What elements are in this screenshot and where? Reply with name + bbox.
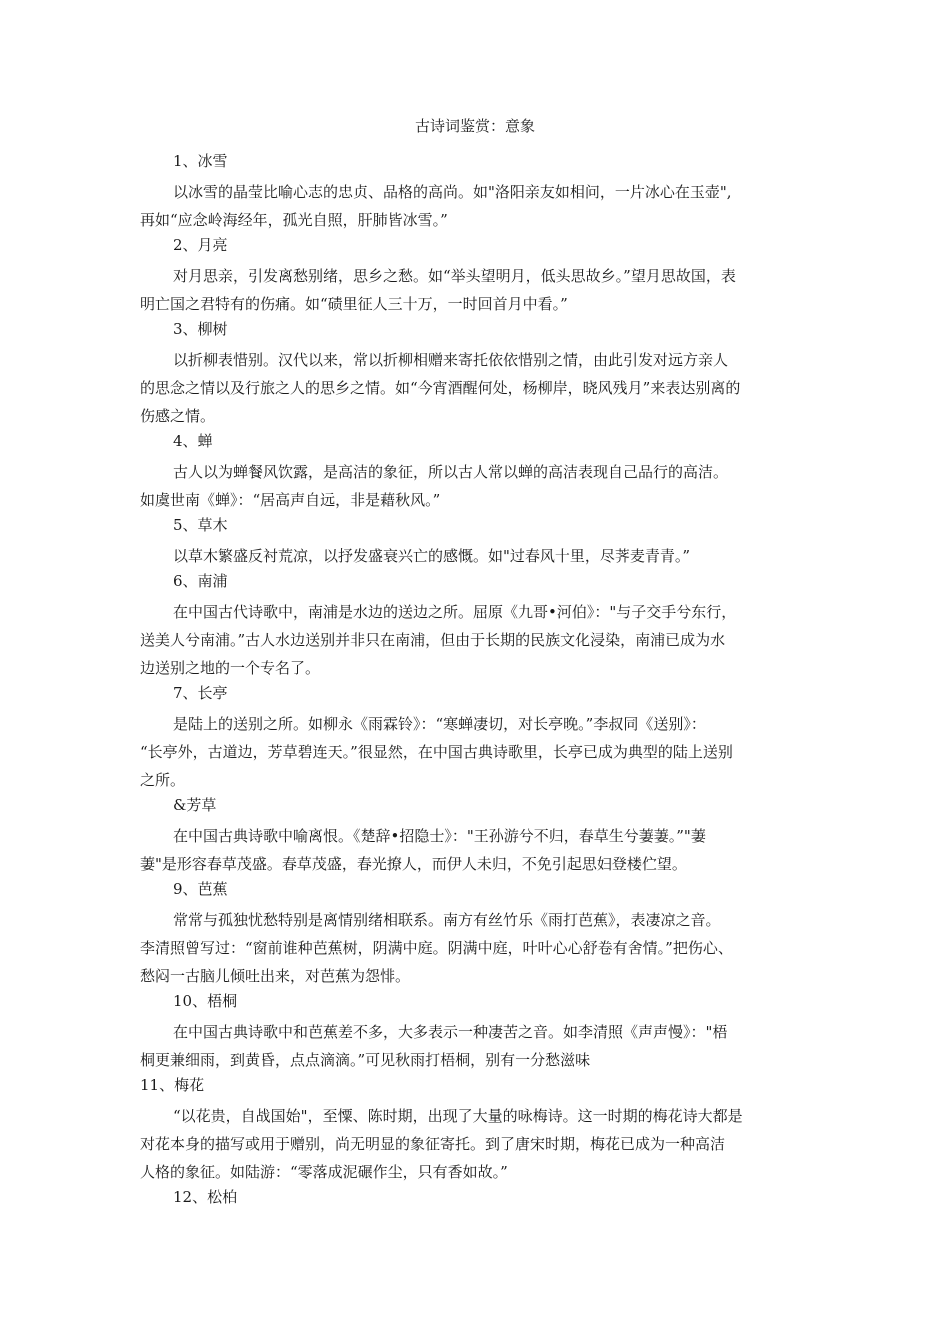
section-6	[140, 570, 816, 682]
paragraph-line: 萋"是形容春草茂盛。春草茂盛，春光撩人，而伊人未归，不免引起思妇登楼伫望。	[140, 855, 687, 873]
section-paragraph	[140, 346, 816, 430]
paragraph-line: 人格的象征。如陆游：“零落成泥碾作尘，只有香如故。”	[140, 1163, 508, 1181]
paragraph-line: 明亡国之君特有的伤痛。如“碛里征人三十万，一时回首月中看。”	[140, 295, 568, 313]
section-11	[140, 1074, 816, 1186]
paragraph-line: 常常与孤独忧愁特别是离情别绪相联系。南方有丝竹乐《雨打芭蕉》，表凄凉之音。	[173, 911, 721, 929]
section-12	[140, 1186, 816, 1214]
paragraph-line: 之所。	[140, 771, 186, 789]
paragraph-line: “长亭外，古道边，芳草碧连天。”很显然，在中国古典诗歌里，长亭已成为典型的陆上送别	[140, 743, 733, 761]
paragraph-line: 在中国古典诗歌中和芭蕉差不多，大多表示一种凄苦之音。如李清照《声声慢》："梧	[173, 1023, 728, 1041]
section-paragraph	[140, 262, 816, 318]
paragraph-line: 的思念之情以及行旅之人的思乡之情。如“今宵酒醒何处，杨柳岸，晓风残月”来表达别离的	[140, 379, 741, 397]
paragraph-line: 李清照曾写过：“窗前谁种芭蕉树，阴满中庭。阴满中庭，叶叶心心舒卷有舍情。”把伤心、	[140, 939, 733, 957]
section-heading: 4、蝉	[173, 432, 213, 450]
section-9	[140, 878, 816, 990]
paragraph-line: 伤感之情。	[140, 407, 216, 425]
paragraph-line: 愁闷一古脑儿倾吐出来，对芭蕉为怨悱。	[140, 967, 411, 985]
section-paragraph	[140, 1018, 816, 1074]
section-heading: &芳草	[173, 796, 217, 814]
section-paragraph	[140, 598, 816, 682]
section-heading: 7、长亭	[173, 684, 228, 702]
paragraph-line: 在中国古典诗歌中喻离恨。《楚辞•招隐士》："王孙游兮不归，春草生兮萋萋。”"萋	[173, 827, 706, 845]
document-title: 古诗词鉴赏：意象	[414, 117, 535, 135]
section-10	[140, 990, 816, 1074]
paragraph-line: 在中国古代诗歌中，南浦是水边的送边之所。屈原《九哥•河伯》："与子交手兮东行，	[173, 603, 737, 621]
section-paragraph	[140, 906, 816, 990]
section-5	[140, 514, 816, 570]
section-2	[140, 234, 816, 318]
section-paragraph	[140, 822, 816, 878]
paragraph-line: 对月思亲，引发离愁别绪，思乡之愁。如“举头望明月，低头思故乡。”望月思故国，表	[173, 267, 736, 285]
section-7	[140, 682, 816, 794]
section-paragraph	[140, 710, 816, 794]
paragraph-line: 送美人兮南浦。”古人水边送别并非只在南浦，但由于长期的民族文化浸染，南浦已成为水	[140, 631, 726, 649]
paragraph-line: 桐更兼细雨，到黄昏，点点滴滴。”可见秋雨打梧桐，别有一分愁滋味	[140, 1051, 591, 1069]
section-paragraph	[140, 542, 816, 570]
paragraph-line: 再如“应念岭海经年，孤光自照，肝肺皆冰雪。”	[140, 211, 448, 229]
section-3	[140, 318, 816, 430]
section-paragraph	[140, 178, 816, 234]
paragraph-line: 如虞世南《蝉》：“居高声自远，非是藉秋风。”	[140, 491, 441, 509]
section-heading: 9、芭蕉	[173, 880, 228, 898]
paragraph-line: 古人以为蝉餐风饮露，是高洁的象征，所以古人常以蝉的高洁表现自己品行的高洁。	[173, 463, 729, 481]
section-8	[140, 794, 816, 878]
section-4	[140, 430, 816, 514]
paragraph-line: 对花本身的描写或用于赠别，尚无明显的象征寄托。到了唐宋时期，梅花已成为一种高洁	[140, 1135, 726, 1153]
section-heading: 3、柳树	[173, 320, 228, 338]
paragraph-line: “以花贵，自战国始"，至憟、陈时期，出现了大量的咏梅诗。这一时期的梅花诗大都是	[173, 1107, 743, 1125]
section-paragraph	[140, 458, 816, 514]
paragraph-line: 以草木繁盛反衬荒凉，以抒发盛衰兴亡的感慨。如"过春风十里，尽荠麦青青。”	[173, 547, 691, 565]
section-heading: 10、梧桐	[173, 992, 238, 1010]
section-heading: 1、冰雪	[173, 152, 228, 170]
section-heading: 5、草木	[173, 516, 228, 534]
paragraph-line: 是陆上的送别之所。如柳永《雨霖铃》：“寒蝉凄切，对长亭晚。”李叔同《送别》：	[173, 715, 706, 733]
section-paragraph	[140, 1102, 816, 1186]
paragraph-line: 以折柳表惜别。汉代以来，常以折柳相赠来寄托依依惜别之情，由此引发对远方亲人	[173, 351, 729, 369]
section-heading: 6、南浦	[173, 572, 228, 590]
section-1	[140, 150, 816, 234]
paragraph-line: 以冰雪的晶莹比喻心志的忠贞、品格的高尚。如"洛阳亲友如相问，一片冰心在玉壶",	[173, 183, 732, 201]
section-heading: 11、梅花	[140, 1076, 205, 1094]
paragraph-line: 边送别之地的一个专名了。	[140, 659, 321, 677]
section-heading: 12、松柏	[173, 1188, 238, 1206]
section-heading: 2、月亮	[173, 236, 228, 254]
